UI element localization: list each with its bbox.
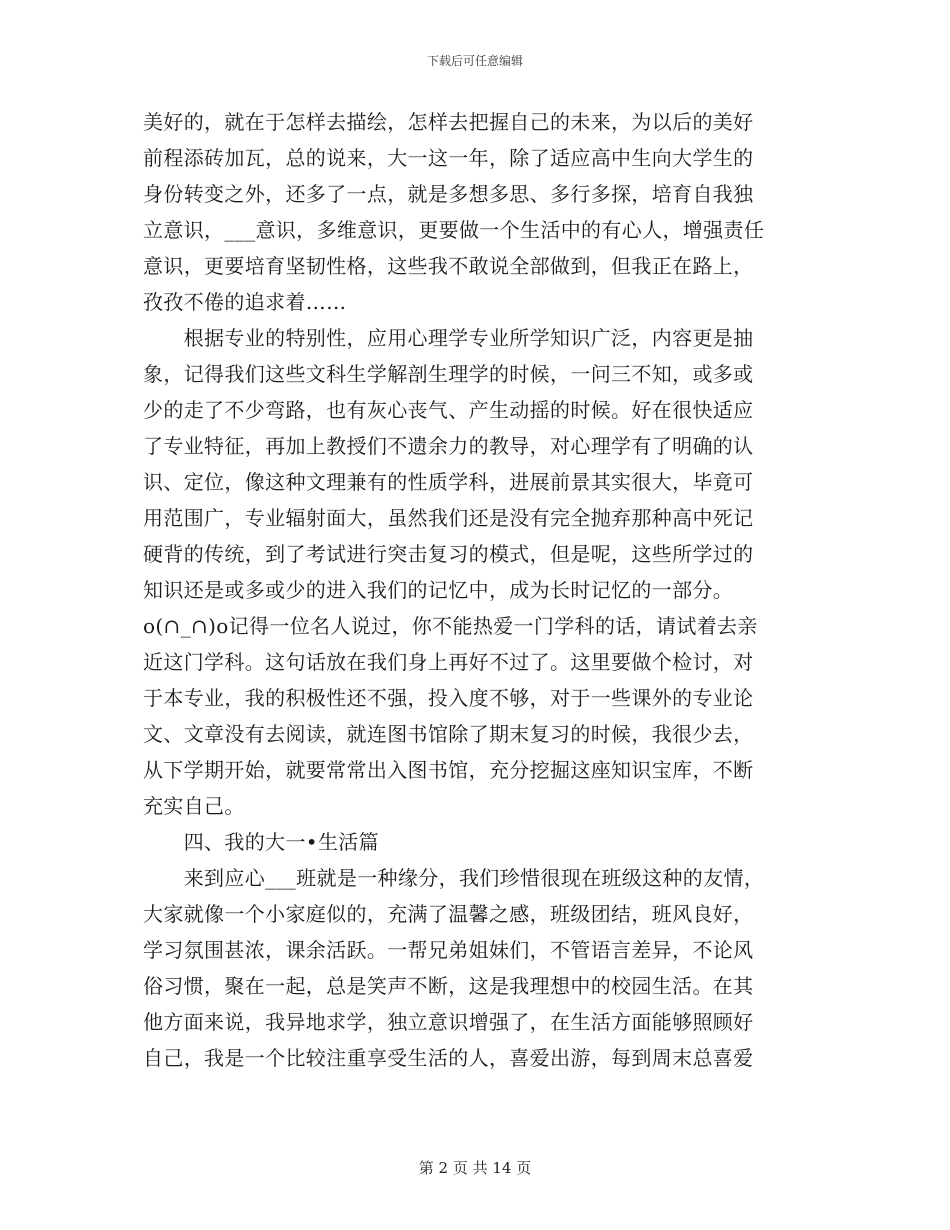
text-line: 文、文章没有去阅读，就连图书馆除了期末复习的时候，我很少去， [143, 722, 754, 746]
text-line: 他方面来说，我异地求学，独立意识增强了，在生活方面能够照顾好 [143, 1010, 754, 1034]
text-line: 了专业特征，再加上教授们不遗余力的教导，对心理学有了明确的认 [143, 434, 754, 458]
text-line: 近这门学科。这句话放在我们身上再好不过了。这里要做个检讨，对 [143, 650, 754, 674]
text-line: 立意识，___意识，多维意识，更要做一个生活中的有心人，增强责任 [143, 218, 765, 242]
text-line: 孜孜不倦的追求着…… [143, 290, 347, 314]
page-header: 下载后可任意编辑 [426, 54, 523, 68]
text-line: 美好的，就在于怎样去描绘，怎样去把握自己的未来，为以后的美好 [143, 110, 754, 134]
text-line: 自己，我是一个比较注重享受生活的人，喜爱出游，每到周末总喜爱 [143, 1046, 754, 1070]
document-body [143, 104, 807, 1076]
text-line: 身份转变之外，还多了一点，就是多想多思、多行多探，培育自我独 [143, 182, 754, 206]
text-line: 来到应心___班就是一种缘分，我们珍惜很现在班级这种的友情， [143, 866, 765, 890]
text-line: 俗习惯，聚在一起，总是笑声不断，这是我理想中的校园生活。在其 [143, 974, 754, 998]
text-line: 根据专业的特别性，应用心理学专业所学知识广泛，内容更是抽 [143, 326, 754, 350]
text-line: 少的走了不少弯路，也有灰心丧气、产生动摇的时候。好在很快适应 [143, 398, 754, 422]
text-line: 于本专业，我的积极性还不强，投入度不够，对于一些课外的专业论 [143, 686, 754, 710]
text-line: 用范围广，专业辐射面大，虽然我们还是没有完全抛弃那种高中死记 [143, 506, 754, 530]
text-line: 知识还是或多或少的进入我们的记忆中，成为长时记忆的一部分。 [143, 578, 734, 602]
page-footer: 第 2 页 共 14 页 [418, 1159, 532, 1177]
text-line: 识、定位，像这种文理兼有的性质学科，进展前景其实很大，毕竟可 [143, 470, 754, 494]
text-line: 前程添砖加瓦，总的说来，大一这一年，除了适应高中生向大学生的 [143, 146, 754, 170]
text-line: 大家就像一个小家庭似的，充满了温馨之感，班级团结，班风良好， [143, 902, 754, 926]
text-line: 意识，更要培育坚韧性格，这些我不敢说全部做到，但我正在路上， [143, 254, 754, 278]
text-line: 学习氛围甚浓，课余活跃。一帮兄弟姐妹们，不管语言差异，不论风 [143, 938, 754, 962]
text-line: 充实自己。 [143, 794, 245, 818]
text-line: 象，记得我们这些文科生学解剖生理学的时候，一问三不知，或多或 [143, 362, 754, 386]
text-line: 从下学期开始，就要常常出入图书馆，充分挖掘这座知识宝库，不断 [143, 758, 754, 782]
text-line: 硬背的传统，到了考试进行突击复习的模式，但是呢，这些所学过的 [143, 542, 754, 566]
text-line: o(∩_∩)o记得一位名人说过，你不能热爱一门学科的话，请试着去亲 [143, 614, 758, 638]
section-heading: 四、我的大一•生活篇 [143, 830, 379, 854]
